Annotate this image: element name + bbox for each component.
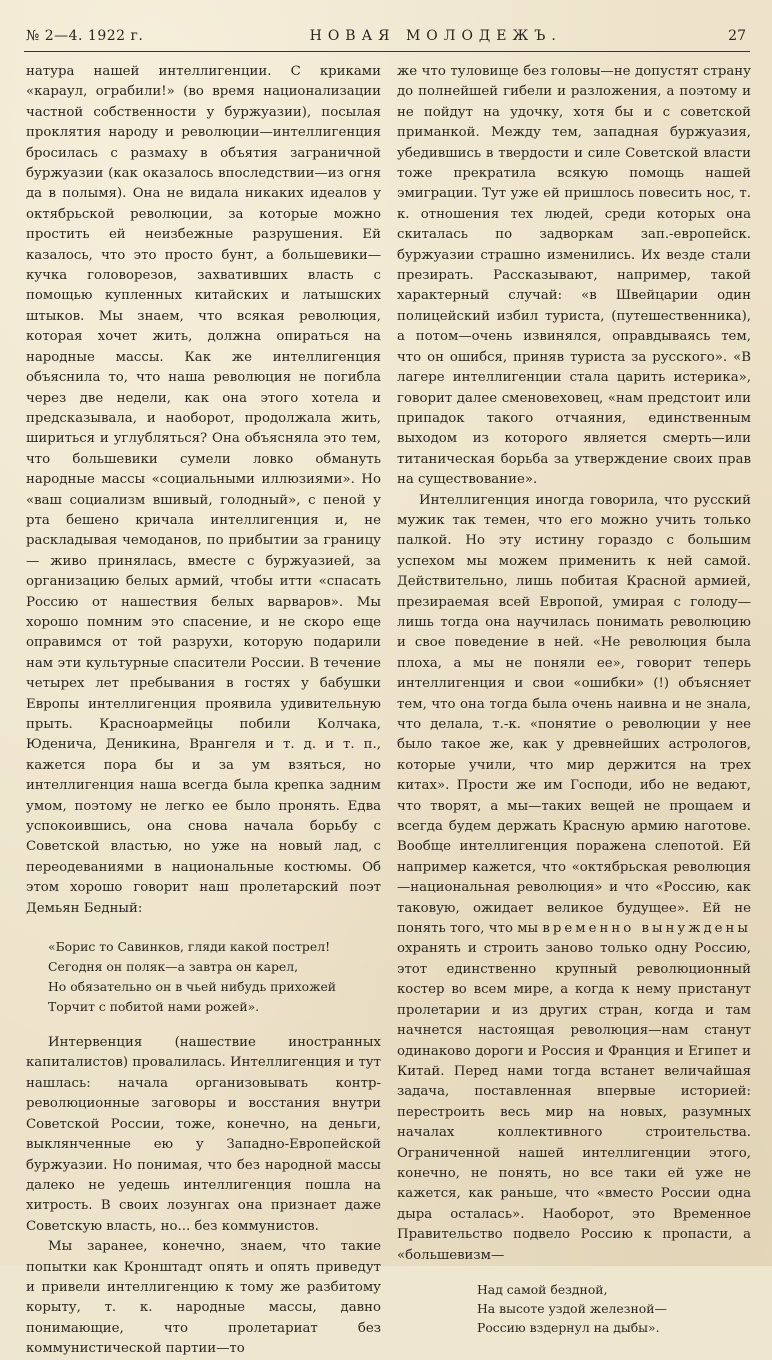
right-paragraph-2-tail: охранять и строить заново только одну Россию, этот единственно крупный революционный костер во всем мире, а когда к нему пристанут пролетарии и из других стран, когда и там начнется настоящая революция—нам станут одинаково дороги и Россия и Франция и Египет и Китай. Перед нами тогда встанет величайшая задача, поставленная впервые историей: перестроить весь мир на новых, разумных началах коллективного строительства. Ограниченной нашей интеллигенции этого, конечно, не понять, но все таки ей уже не кажется, как раньше, что «вместо России одна дыра осталась». Наоборот, это Временное Правительство подвело Россию к пропасти, а «большевизм—	[397, 941, 751, 1263]
left-paragraph-2: Интервенция (нашествие иностранных капиталистов) провалилась. Интеллигенция и тут нашлась: начала организовывать контр-революционные заговоры и восстания внутри Советской России, тоже, конечно, на деньги, выклянченные ею у Западно-Европейской буржуазии. Но понимая, что без народной массы далеко не уедешь интеллигенция пошла на хитрость. В своих лозунгах она признает даже Советскую власть, но... без коммунистов.	[26, 1035, 381, 1234]
spaced-emphasis: временно вынуждены	[542, 921, 751, 937]
newspaper-title: НОВАЯ МОЛОДЕЖЪ.	[309, 28, 562, 44]
verse-line: Россию вздернул на дыбы».	[477, 1319, 660, 1335]
verse-line: Торчит с побитой нами рожей».	[48, 999, 260, 1015]
right-paragraph-1: же что туловище без головы—не допустят страну до полнейшей гибели и разложения, а поэтому и не пойдут на удочку, хотя бы и с советской приманкой. Между тем, западная буржуазия, убедившись в твердости и силе Советской власти тоже прекратила всякую помощь нашей эмиграции. Тут уже ей пришлось повесить нос, т. к. отношения тех людей, среди которых она скиталась по задворкам зап.-европейск. буржуазии страшно изменились. Их везде стали презирать. Рассказывают, например, такой характерный случай: «в Швейцарии один полицейский избил туриста, (путешественника), а потом—очень извинялся, оправдываясь тем, что он ошибся, приняв туриста за русского». «В лагере интеллигенции стала царить истерика», говорит далее сменовеховец, «нам предстоит или припадок такого отчаяния, единственным выходом из которого является смерть—или титаническая борьба за утверждение своих прав на существование».	[397, 64, 751, 488]
verse-line: Сегодня он поляк—а завтра он карел,	[48, 959, 299, 975]
issue-date: № 2—4. 1922 г.	[26, 28, 144, 44]
right-paragraph-2-text: Интеллигенция иногда говорила, что русский мужик так темен, что его можно учить только палкой. Но эту истину гораздо с большим успехом мы можем применить к ней самой. Действительно, лишь побитая Красной армией, презираемая всей Европой, умирая с голоду—лишь тогда она научилась понимать революцию и свое поведение в ней. «Не революция была плоха, а мы не поняли ее», говорит теперь интеллигенция и свои «ошибки» (!) объясняет тем, что она тогда была очень наивна и не знала, что делала, т.-к. «понятие о революции у нее было такое же, как у древнейших астрологов, которые учили, что мир держится на трех китах». Прости же им Господи, ибо не ведают, что творят, а мы—таких вещей не прощаем и всегда будем держать Красную армию наготове. Вообще интеллигенция поражена слепотой. Ей например кажется, что «октябрьская революция—национальная революция» и что «Россию, как таковую, ожидает великое будущее». Ей не понять того, что мы	[397, 492, 751, 937]
verse-line: Но обязательно он в чьей нибудь прихожей	[48, 979, 337, 995]
right-paragraph-2	[397, 491, 751, 1266]
left-paragraph-3: Мы заранее, конечно, знаем, что такие попытки как Кронштадт опять и опять приведут и привели интеллигенцию к тому же разбитому корыту, т. к. народные массы, давно понимающие, что пролетариат без коммунистической партии—то	[26, 1239, 381, 1357]
header-rule	[24, 51, 750, 52]
verse-line: Над самой бездной,	[477, 1281, 608, 1297]
left-column	[26, 62, 381, 1360]
right-verse	[477, 1280, 751, 1337]
right-column	[397, 62, 751, 1337]
verse-line: На высоте уздой железной—	[477, 1300, 667, 1316]
page-number: 27	[728, 28, 746, 44]
left-paragraph-1: натура нашей интеллигенции. С криками «караул, ограбили!» (во время национализации частной собственности у буржуазии), посылая проклятия народу и революции—интеллигенция бросилась с размаху в объятия заграничной буржуазии (как оказалось впоследствии—из огня да в полымя). Она не видала никаких идеалов у октябрьской революции, за которые можно простить ей неизбежные разрушения. Ей казалось, что это просто бунт, а большевики—кучка головорезов, захвативших власть с помощью купленных китайских и латышских штыков. Мы знаем, что всякая революция, которая хочет жить, должна опираться на народные массы. Как же интеллигенция объяснила то, что наша революция не погибла через две недели, как она этого хотела и предсказывала, и наоборот, продолжала жить, шириться и углубляться? Она объясняла это тем, что большевики сумели ловко обмануть народные массы «социальными иллюзиями». Но «ваш социализм вшивый, голодный», с пеной у рта бешено кричала интеллигенция и, не раскладывая чемоданов, по прибытии за границу— живо принялась, вместе с буржуазией, за организацию белых армий, чтобы итти «спасать Россию от нашествия белых варваров». Мы хорошо помним это спасение, и не скоро еще оправимся от той разрухи, которую подарили нам эти культурные спасители России. В течение четырех лет пребывания в гостях у бабушки Европы интеллигенция проявила удивительную прыть. Красноармейцы побили Колчака, Юденича, Деникина, Врангеля и т. д. и т. п., кажется пора бы и за ум взяться, но интеллигенция наша всегда была крепка задним умом, поэтому не легко ее было пронять. Едва успокоившись, она снова начала борьбу с Советской властью, но уже на новый лад, с переодеваниями в национальные костюмы. Об этом хорошо говорит наш пролетарский поэт Демьян Бедный:	[26, 64, 381, 916]
verse-line: «Борис то Савинков, гляди какой пострел!	[48, 939, 331, 955]
left-verse	[48, 937, 381, 1017]
page-header	[26, 22, 746, 50]
